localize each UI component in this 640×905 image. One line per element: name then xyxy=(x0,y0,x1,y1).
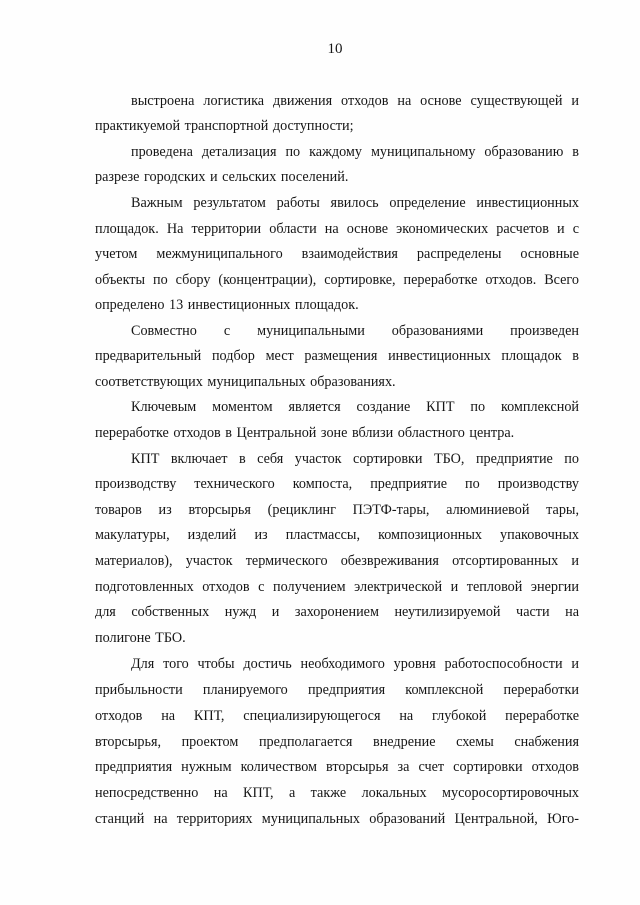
text-line: Важным результатом работы явилось определение инвестиционных xyxy=(131,195,579,211)
text-line: переработке отходов в Центральной зоне вблизи областного центра. xyxy=(95,425,515,441)
text-line: прибыльности планируемого предприятия комплексной переработки xyxy=(95,682,579,698)
text-line: макулатуры, изделий из пластмассы, композиционных упаковочных xyxy=(95,527,579,543)
text-line: Совместно с муниципальными образованиями произведен xyxy=(131,323,579,339)
text-line: КПТ включает в себя участок сортировки ТБО, предприятие по xyxy=(131,451,579,467)
text-line: практикуемой транспортной доступности; xyxy=(95,118,354,134)
text-line: товаров из вторсырья (рециклинг ПЭТФ-тары, алюминиевой тары, xyxy=(95,502,579,518)
text-line: соответствующих муниципальных образованиях. xyxy=(95,374,396,390)
text-line: предварительный подбор мест размещения инвестиционных площадок в xyxy=(95,348,579,364)
text-line: площадок. На территории области на основе экономических расчетов и с xyxy=(95,221,579,237)
text-line: разрезе городских и сельских поселений. xyxy=(95,169,349,185)
page-number: 10 xyxy=(327,41,343,57)
text-line: предприятия нужным количеством вторсырья за счет сортировки отходов xyxy=(95,759,579,775)
text-line: полигоне ТБО. xyxy=(95,630,186,646)
text-line: выстроена логистика движения отходов на основе существующей и xyxy=(131,93,579,109)
text-line: подготовленных отходов с получением электрической и тепловой энергии xyxy=(95,579,579,595)
text-line: непосредственно на КПТ, а также локальных мусоросортировочных xyxy=(95,785,579,801)
text-line: Ключевым моментом является создание КПТ по комплексной xyxy=(131,399,579,415)
text-line: вторсырья, проектом предполагается внедрение схемы снабжения xyxy=(95,734,579,750)
text-line: производству технического компоста, предприятие по производству xyxy=(95,476,579,492)
text-line: проведена детализация по каждому муниципальному образованию в xyxy=(131,144,579,160)
text-line: отходов на КПТ, специализирующегося на глубокой переработке xyxy=(95,708,579,724)
text-line: материалов), участок термического обезвреживания отсортированных и xyxy=(95,553,579,569)
text-line: учетом межмуниципального взаимодействия распределены основные xyxy=(95,246,579,262)
text-line: Для того чтобы достичь необходимого уровня работоспособности и xyxy=(131,656,579,672)
text-line: станций на территориях муниципальных образований Центральной, Юго- xyxy=(95,811,579,827)
text-line: объекты по сбору (концентрации), сортировке, переработке отходов. Всего xyxy=(95,272,579,288)
text-line: определено 13 инвестиционных площадок. xyxy=(95,297,359,313)
text-line: для собственных нужд и захоронением неутилизируемой части на xyxy=(95,604,579,620)
